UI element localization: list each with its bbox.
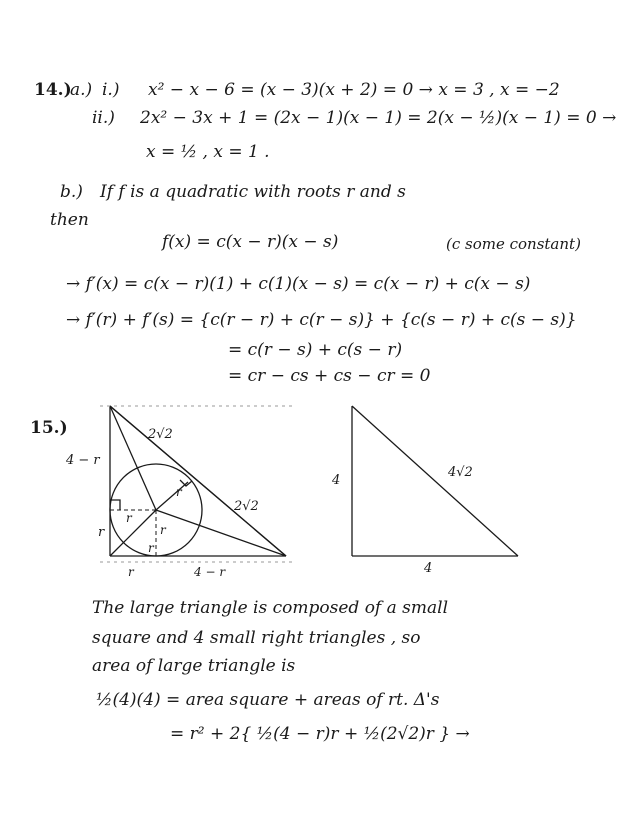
fig1-label-r-horizontal: r xyxy=(126,511,132,525)
area-equation-1: ½(4)(4) = area square + areas of rt. Δ's xyxy=(96,690,440,710)
part-a-i-equation: x² − x − 6 = (x − 3)(x + 2) = 0 → x = 3 , x = −2 xyxy=(148,80,560,100)
part-a-ii-result: x = ½ , x = 1 . xyxy=(146,142,270,162)
explanation-line-3: area of large triangle is xyxy=(92,656,296,676)
incircle-triangle-figure xyxy=(60,400,300,580)
explanation-line-2: square and 4 small right triangles , so xyxy=(92,628,421,648)
derivative-sum-line: → f′(r) + f′(s) = {c(r − r) + c(r − s)} + {c(s − r) + c(s − s)} xyxy=(66,310,577,330)
right-triangle-figure xyxy=(320,400,540,580)
f-definition: f(x) = c(x − r)(x − s) xyxy=(162,232,339,252)
fig2-label-left: 4 xyxy=(332,473,341,488)
fig1-label-lower-hyp: 2√2 xyxy=(234,499,259,514)
fig1-label-r-slant: r xyxy=(176,485,182,499)
derivative-line: → f′(x) = c(x − r)(1) + c(1)(x − s) = c(x − r) + c(x − s) xyxy=(66,274,531,294)
part-a-ii-label: ii.) xyxy=(92,108,115,128)
problem-15-number: 15.) xyxy=(30,418,68,438)
derivative-sum-line-3: = cr − cs + cs − cr = 0 xyxy=(228,366,431,386)
explanation-line-1: The large triangle is composed of a small xyxy=(92,598,449,618)
part-a-ii-equation: 2x² − 3x + 1 = (2x − 1)(x − 1) = 2(x − ½)(x − 1) = 0 → xyxy=(140,108,617,128)
derivative-sum-line-2: = c(r − s) + c(s − r) xyxy=(228,340,403,360)
fig1-label-bottom-left: r xyxy=(128,565,134,579)
area-equation-2: = r² + 2{ ½(4 − r)r + ½(2√2)r } → xyxy=(170,724,470,744)
part-a-i-label: i.) xyxy=(102,80,120,100)
fig2-label-hypotenuse: 4√2 xyxy=(448,465,473,480)
part-b-intro: If f is a quadratic with roots r and s xyxy=(100,182,406,202)
part-b-then: then xyxy=(50,210,89,230)
constant-note: (c some constant) xyxy=(446,235,581,253)
fig1-label-top-hyp: 2√2 xyxy=(148,427,173,442)
fig2-label-bottom: 4 xyxy=(424,561,433,576)
fig1-label-left-lower: r xyxy=(98,525,105,540)
part-a-label: a.) xyxy=(70,80,93,100)
fig1-label-r-vertical: r xyxy=(160,523,166,537)
fig1-label-left-upper: 4 − r xyxy=(66,453,100,468)
problem-14-number: 14.) xyxy=(34,80,72,100)
part-b-label: b.) xyxy=(60,182,83,202)
fig1-label-r-bottom: r xyxy=(148,541,154,555)
fig1-label-bottom-right: 4 − r xyxy=(194,565,226,579)
